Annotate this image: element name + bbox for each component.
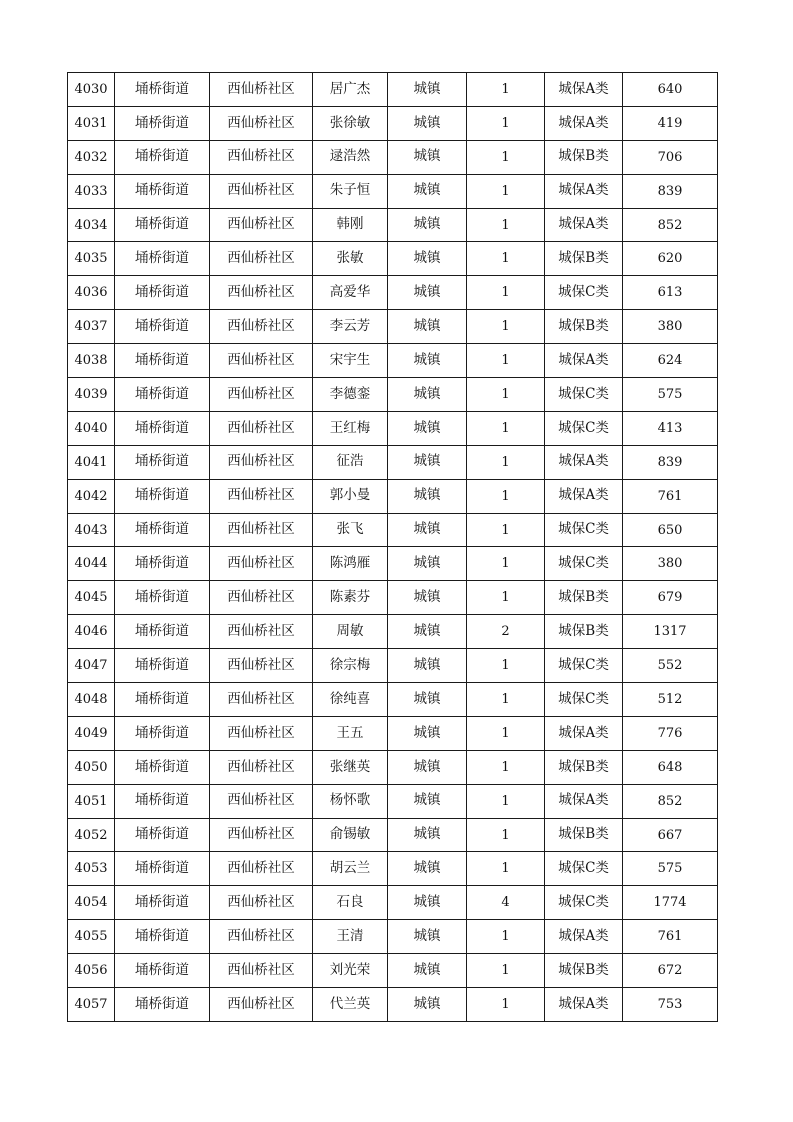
cell-household-count: 1 xyxy=(467,716,545,750)
cell-benefit-category: 城保B类 xyxy=(545,615,623,649)
benefit-roster-table xyxy=(67,72,718,1022)
cell-person-name: 王红梅 xyxy=(313,411,388,445)
cell-benefit-category: 城保B类 xyxy=(545,954,623,988)
cell-record-id: 4055 xyxy=(68,920,115,954)
cell-record-id: 4041 xyxy=(68,445,115,479)
table-row xyxy=(68,886,718,920)
cell-person-name: 张继英 xyxy=(313,750,388,784)
cell-household-count: 1 xyxy=(467,310,545,344)
cell-person-name: 徐纯喜 xyxy=(313,683,388,717)
cell-household-count: 1 xyxy=(467,378,545,412)
roster-body xyxy=(68,73,718,1022)
cell-benefit-category: 城保A类 xyxy=(545,106,623,140)
cell-record-id: 4057 xyxy=(68,988,115,1022)
cell-person-name: 逯浩然 xyxy=(313,140,388,174)
cell-person-name: 胡云兰 xyxy=(313,852,388,886)
cell-amount: 839 xyxy=(623,174,718,208)
cell-residence-type: 城镇 xyxy=(388,174,467,208)
cell-amount: 1317 xyxy=(623,615,718,649)
cell-record-id: 4038 xyxy=(68,344,115,378)
cell-amount: 380 xyxy=(623,310,718,344)
cell-person-name: 王五 xyxy=(313,716,388,750)
cell-person-name: 郭小曼 xyxy=(313,479,388,513)
cell-record-id: 4037 xyxy=(68,310,115,344)
cell-street: 埇桥街道 xyxy=(115,683,210,717)
cell-amount: 413 xyxy=(623,411,718,445)
cell-community: 西仙桥社区 xyxy=(210,106,313,140)
cell-benefit-category: 城保A类 xyxy=(545,920,623,954)
cell-residence-type: 城镇 xyxy=(388,581,467,615)
cell-street: 埇桥街道 xyxy=(115,242,210,276)
cell-street: 埇桥街道 xyxy=(115,310,210,344)
cell-residence-type: 城镇 xyxy=(388,988,467,1022)
cell-person-name: 朱子恒 xyxy=(313,174,388,208)
cell-person-name: 宋宇生 xyxy=(313,344,388,378)
cell-amount: 575 xyxy=(623,378,718,412)
cell-person-name: 杨怀歌 xyxy=(313,784,388,818)
cell-residence-type: 城镇 xyxy=(388,886,467,920)
cell-street: 埇桥街道 xyxy=(115,344,210,378)
cell-street: 埇桥街道 xyxy=(115,174,210,208)
cell-record-id: 4054 xyxy=(68,886,115,920)
cell-residence-type: 城镇 xyxy=(388,547,467,581)
cell-residence-type: 城镇 xyxy=(388,73,467,107)
cell-community: 西仙桥社区 xyxy=(210,445,313,479)
cell-household-count: 1 xyxy=(467,411,545,445)
cell-street: 埇桥街道 xyxy=(115,852,210,886)
cell-residence-type: 城镇 xyxy=(388,920,467,954)
cell-record-id: 4033 xyxy=(68,174,115,208)
cell-household-count: 1 xyxy=(467,208,545,242)
cell-record-id: 4044 xyxy=(68,547,115,581)
cell-community: 西仙桥社区 xyxy=(210,73,313,107)
cell-household-count: 1 xyxy=(467,174,545,208)
cell-person-name: 张敏 xyxy=(313,242,388,276)
table-row xyxy=(68,547,718,581)
cell-street: 埇桥街道 xyxy=(115,716,210,750)
cell-benefit-category: 城保A类 xyxy=(545,445,623,479)
cell-street: 埇桥街道 xyxy=(115,988,210,1022)
cell-benefit-category: 城保C类 xyxy=(545,886,623,920)
cell-benefit-category: 城保A类 xyxy=(545,344,623,378)
cell-amount: 613 xyxy=(623,276,718,310)
cell-community: 西仙桥社区 xyxy=(210,310,313,344)
cell-street: 埇桥街道 xyxy=(115,208,210,242)
cell-community: 西仙桥社区 xyxy=(210,344,313,378)
table-row xyxy=(68,479,718,513)
cell-record-id: 4056 xyxy=(68,954,115,988)
cell-amount: 650 xyxy=(623,513,718,547)
cell-street: 埇桥街道 xyxy=(115,276,210,310)
cell-residence-type: 城镇 xyxy=(388,513,467,547)
cell-household-count: 2 xyxy=(467,615,545,649)
cell-person-name: 高爱华 xyxy=(313,276,388,310)
cell-street: 埇桥街道 xyxy=(115,615,210,649)
cell-record-id: 4035 xyxy=(68,242,115,276)
cell-residence-type: 城镇 xyxy=(388,242,467,276)
cell-street: 埇桥街道 xyxy=(115,649,210,683)
table-row xyxy=(68,276,718,310)
table-row xyxy=(68,615,718,649)
cell-person-name: 俞锡敏 xyxy=(313,818,388,852)
cell-benefit-category: 城保A类 xyxy=(545,479,623,513)
table-row xyxy=(68,140,718,174)
cell-community: 西仙桥社区 xyxy=(210,750,313,784)
cell-household-count: 1 xyxy=(467,954,545,988)
cell-household-count: 1 xyxy=(467,988,545,1022)
cell-residence-type: 城镇 xyxy=(388,445,467,479)
cell-street: 埇桥街道 xyxy=(115,920,210,954)
cell-household-count: 1 xyxy=(467,750,545,784)
cell-household-count: 1 xyxy=(467,276,545,310)
table-row xyxy=(68,988,718,1022)
cell-amount: 575 xyxy=(623,852,718,886)
cell-benefit-category: 城保A类 xyxy=(545,174,623,208)
table-row xyxy=(68,174,718,208)
cell-residence-type: 城镇 xyxy=(388,615,467,649)
cell-benefit-category: 城保A类 xyxy=(545,784,623,818)
cell-residence-type: 城镇 xyxy=(388,344,467,378)
cell-amount: 672 xyxy=(623,954,718,988)
cell-residence-type: 城镇 xyxy=(388,378,467,412)
cell-amount: 380 xyxy=(623,547,718,581)
cell-person-name: 张飞 xyxy=(313,513,388,547)
cell-community: 西仙桥社区 xyxy=(210,411,313,445)
cell-street: 埇桥街道 xyxy=(115,818,210,852)
cell-residence-type: 城镇 xyxy=(388,479,467,513)
cell-community: 西仙桥社区 xyxy=(210,920,313,954)
table-row xyxy=(68,750,718,784)
cell-person-name: 韩刚 xyxy=(313,208,388,242)
cell-person-name: 陈鸿雁 xyxy=(313,547,388,581)
table-row xyxy=(68,683,718,717)
cell-person-name: 陈素芬 xyxy=(313,581,388,615)
cell-residence-type: 城镇 xyxy=(388,683,467,717)
cell-street: 埇桥街道 xyxy=(115,479,210,513)
table-row xyxy=(68,411,718,445)
cell-community: 西仙桥社区 xyxy=(210,615,313,649)
cell-community: 西仙桥社区 xyxy=(210,276,313,310)
cell-record-id: 4030 xyxy=(68,73,115,107)
cell-record-id: 4032 xyxy=(68,140,115,174)
cell-benefit-category: 城保C类 xyxy=(545,276,623,310)
table-row xyxy=(68,784,718,818)
cell-record-id: 4049 xyxy=(68,716,115,750)
cell-street: 埇桥街道 xyxy=(115,445,210,479)
cell-person-name: 李德銮 xyxy=(313,378,388,412)
cell-household-count: 1 xyxy=(467,649,545,683)
cell-record-id: 4040 xyxy=(68,411,115,445)
cell-benefit-category: 城保C类 xyxy=(545,649,623,683)
cell-record-id: 4036 xyxy=(68,276,115,310)
cell-benefit-category: 城保B类 xyxy=(545,750,623,784)
cell-amount: 624 xyxy=(623,344,718,378)
cell-benefit-category: 城保B类 xyxy=(545,581,623,615)
cell-community: 西仙桥社区 xyxy=(210,547,313,581)
cell-residence-type: 城镇 xyxy=(388,649,467,683)
cell-record-id: 4048 xyxy=(68,683,115,717)
cell-street: 埇桥街道 xyxy=(115,547,210,581)
cell-household-count: 1 xyxy=(467,784,545,818)
cell-person-name: 居广杰 xyxy=(313,73,388,107)
cell-street: 埇桥街道 xyxy=(115,784,210,818)
cell-amount: 552 xyxy=(623,649,718,683)
cell-household-count: 1 xyxy=(467,547,545,581)
cell-person-name: 王清 xyxy=(313,920,388,954)
cell-residence-type: 城镇 xyxy=(388,276,467,310)
cell-street: 埇桥街道 xyxy=(115,750,210,784)
cell-household-count: 1 xyxy=(467,818,545,852)
cell-household-count: 1 xyxy=(467,852,545,886)
table-row xyxy=(68,378,718,412)
cell-person-name: 石良 xyxy=(313,886,388,920)
cell-community: 西仙桥社区 xyxy=(210,242,313,276)
cell-street: 埇桥街道 xyxy=(115,106,210,140)
cell-record-id: 4042 xyxy=(68,479,115,513)
cell-amount: 761 xyxy=(623,920,718,954)
cell-household-count: 1 xyxy=(467,479,545,513)
table-row xyxy=(68,208,718,242)
cell-amount: 648 xyxy=(623,750,718,784)
cell-community: 西仙桥社区 xyxy=(210,818,313,852)
cell-amount: 620 xyxy=(623,242,718,276)
cell-record-id: 4047 xyxy=(68,649,115,683)
cell-community: 西仙桥社区 xyxy=(210,174,313,208)
table-row xyxy=(68,310,718,344)
cell-person-name: 李云芳 xyxy=(313,310,388,344)
cell-benefit-category: 城保C类 xyxy=(545,378,623,412)
table-row xyxy=(68,242,718,276)
cell-community: 西仙桥社区 xyxy=(210,581,313,615)
cell-residence-type: 城镇 xyxy=(388,716,467,750)
cell-community: 西仙桥社区 xyxy=(210,649,313,683)
cell-residence-type: 城镇 xyxy=(388,954,467,988)
cell-record-id: 4051 xyxy=(68,784,115,818)
cell-residence-type: 城镇 xyxy=(388,208,467,242)
cell-person-name: 徐宗梅 xyxy=(313,649,388,683)
cell-household-count: 1 xyxy=(467,513,545,547)
cell-amount: 679 xyxy=(623,581,718,615)
cell-street: 埇桥街道 xyxy=(115,411,210,445)
cell-amount: 640 xyxy=(623,73,718,107)
cell-record-id: 4052 xyxy=(68,818,115,852)
cell-amount: 852 xyxy=(623,208,718,242)
cell-household-count: 1 xyxy=(467,920,545,954)
cell-person-name: 刘光荣 xyxy=(313,954,388,988)
table-row xyxy=(68,581,718,615)
cell-household-count: 1 xyxy=(467,106,545,140)
cell-amount: 776 xyxy=(623,716,718,750)
cell-community: 西仙桥社区 xyxy=(210,208,313,242)
cell-household-count: 1 xyxy=(467,445,545,479)
cell-amount: 667 xyxy=(623,818,718,852)
cell-amount: 753 xyxy=(623,988,718,1022)
cell-person-name: 征浩 xyxy=(313,445,388,479)
cell-street: 埇桥街道 xyxy=(115,954,210,988)
cell-benefit-category: 城保C类 xyxy=(545,852,623,886)
table-row xyxy=(68,106,718,140)
cell-benefit-category: 城保B类 xyxy=(545,310,623,344)
cell-amount: 761 xyxy=(623,479,718,513)
cell-street: 埇桥街道 xyxy=(115,513,210,547)
cell-amount: 1774 xyxy=(623,886,718,920)
cell-household-count: 4 xyxy=(467,886,545,920)
cell-benefit-category: 城保B类 xyxy=(545,140,623,174)
cell-amount: 512 xyxy=(623,683,718,717)
cell-record-id: 4053 xyxy=(68,852,115,886)
cell-person-name: 周敏 xyxy=(313,615,388,649)
cell-benefit-category: 城保A类 xyxy=(545,716,623,750)
cell-residence-type: 城镇 xyxy=(388,818,467,852)
cell-benefit-category: 城保C类 xyxy=(545,683,623,717)
cell-household-count: 1 xyxy=(467,73,545,107)
cell-street: 埇桥街道 xyxy=(115,378,210,412)
cell-community: 西仙桥社区 xyxy=(210,886,313,920)
cell-community: 西仙桥社区 xyxy=(210,479,313,513)
cell-person-name: 代兰英 xyxy=(313,988,388,1022)
cell-amount: 419 xyxy=(623,106,718,140)
cell-benefit-category: 城保B类 xyxy=(545,242,623,276)
cell-community: 西仙桥社区 xyxy=(210,140,313,174)
cell-record-id: 4034 xyxy=(68,208,115,242)
cell-household-count: 1 xyxy=(467,140,545,174)
cell-record-id: 4031 xyxy=(68,106,115,140)
cell-benefit-category: 城保A类 xyxy=(545,73,623,107)
table-row xyxy=(68,445,718,479)
cell-residence-type: 城镇 xyxy=(388,750,467,784)
cell-community: 西仙桥社区 xyxy=(210,716,313,750)
table-row xyxy=(68,818,718,852)
cell-record-id: 4039 xyxy=(68,378,115,412)
cell-community: 西仙桥社区 xyxy=(210,513,313,547)
cell-household-count: 1 xyxy=(467,581,545,615)
cell-community: 西仙桥社区 xyxy=(210,852,313,886)
cell-benefit-category: 城保C类 xyxy=(545,547,623,581)
cell-person-name: 张徐敏 xyxy=(313,106,388,140)
cell-street: 埇桥街道 xyxy=(115,140,210,174)
cell-residence-type: 城镇 xyxy=(388,106,467,140)
cell-community: 西仙桥社区 xyxy=(210,683,313,717)
cell-community: 西仙桥社区 xyxy=(210,988,313,1022)
cell-street: 埇桥街道 xyxy=(115,886,210,920)
table-row xyxy=(68,73,718,107)
cell-residence-type: 城镇 xyxy=(388,852,467,886)
cell-record-id: 4046 xyxy=(68,615,115,649)
cell-benefit-category: 城保B类 xyxy=(545,818,623,852)
cell-record-id: 4050 xyxy=(68,750,115,784)
cell-street: 埇桥街道 xyxy=(115,73,210,107)
cell-benefit-category: 城保C类 xyxy=(545,513,623,547)
cell-household-count: 1 xyxy=(467,683,545,717)
cell-household-count: 1 xyxy=(467,242,545,276)
table-row xyxy=(68,920,718,954)
cell-community: 西仙桥社区 xyxy=(210,378,313,412)
cell-residence-type: 城镇 xyxy=(388,784,467,818)
cell-amount: 839 xyxy=(623,445,718,479)
cell-benefit-category: 城保A类 xyxy=(545,988,623,1022)
cell-record-id: 4045 xyxy=(68,581,115,615)
cell-residence-type: 城镇 xyxy=(388,411,467,445)
cell-benefit-category: 城保C类 xyxy=(545,411,623,445)
table-row xyxy=(68,513,718,547)
table-row xyxy=(68,344,718,378)
table-row xyxy=(68,716,718,750)
table-row xyxy=(68,649,718,683)
table-row xyxy=(68,852,718,886)
cell-record-id: 4043 xyxy=(68,513,115,547)
cell-community: 西仙桥社区 xyxy=(210,784,313,818)
cell-residence-type: 城镇 xyxy=(388,310,467,344)
cell-community: 西仙桥社区 xyxy=(210,954,313,988)
cell-amount: 852 xyxy=(623,784,718,818)
table-row xyxy=(68,954,718,988)
cell-street: 埇桥街道 xyxy=(115,581,210,615)
cell-household-count: 1 xyxy=(467,344,545,378)
cell-benefit-category: 城保A类 xyxy=(545,208,623,242)
cell-residence-type: 城镇 xyxy=(388,140,467,174)
cell-amount: 706 xyxy=(623,140,718,174)
